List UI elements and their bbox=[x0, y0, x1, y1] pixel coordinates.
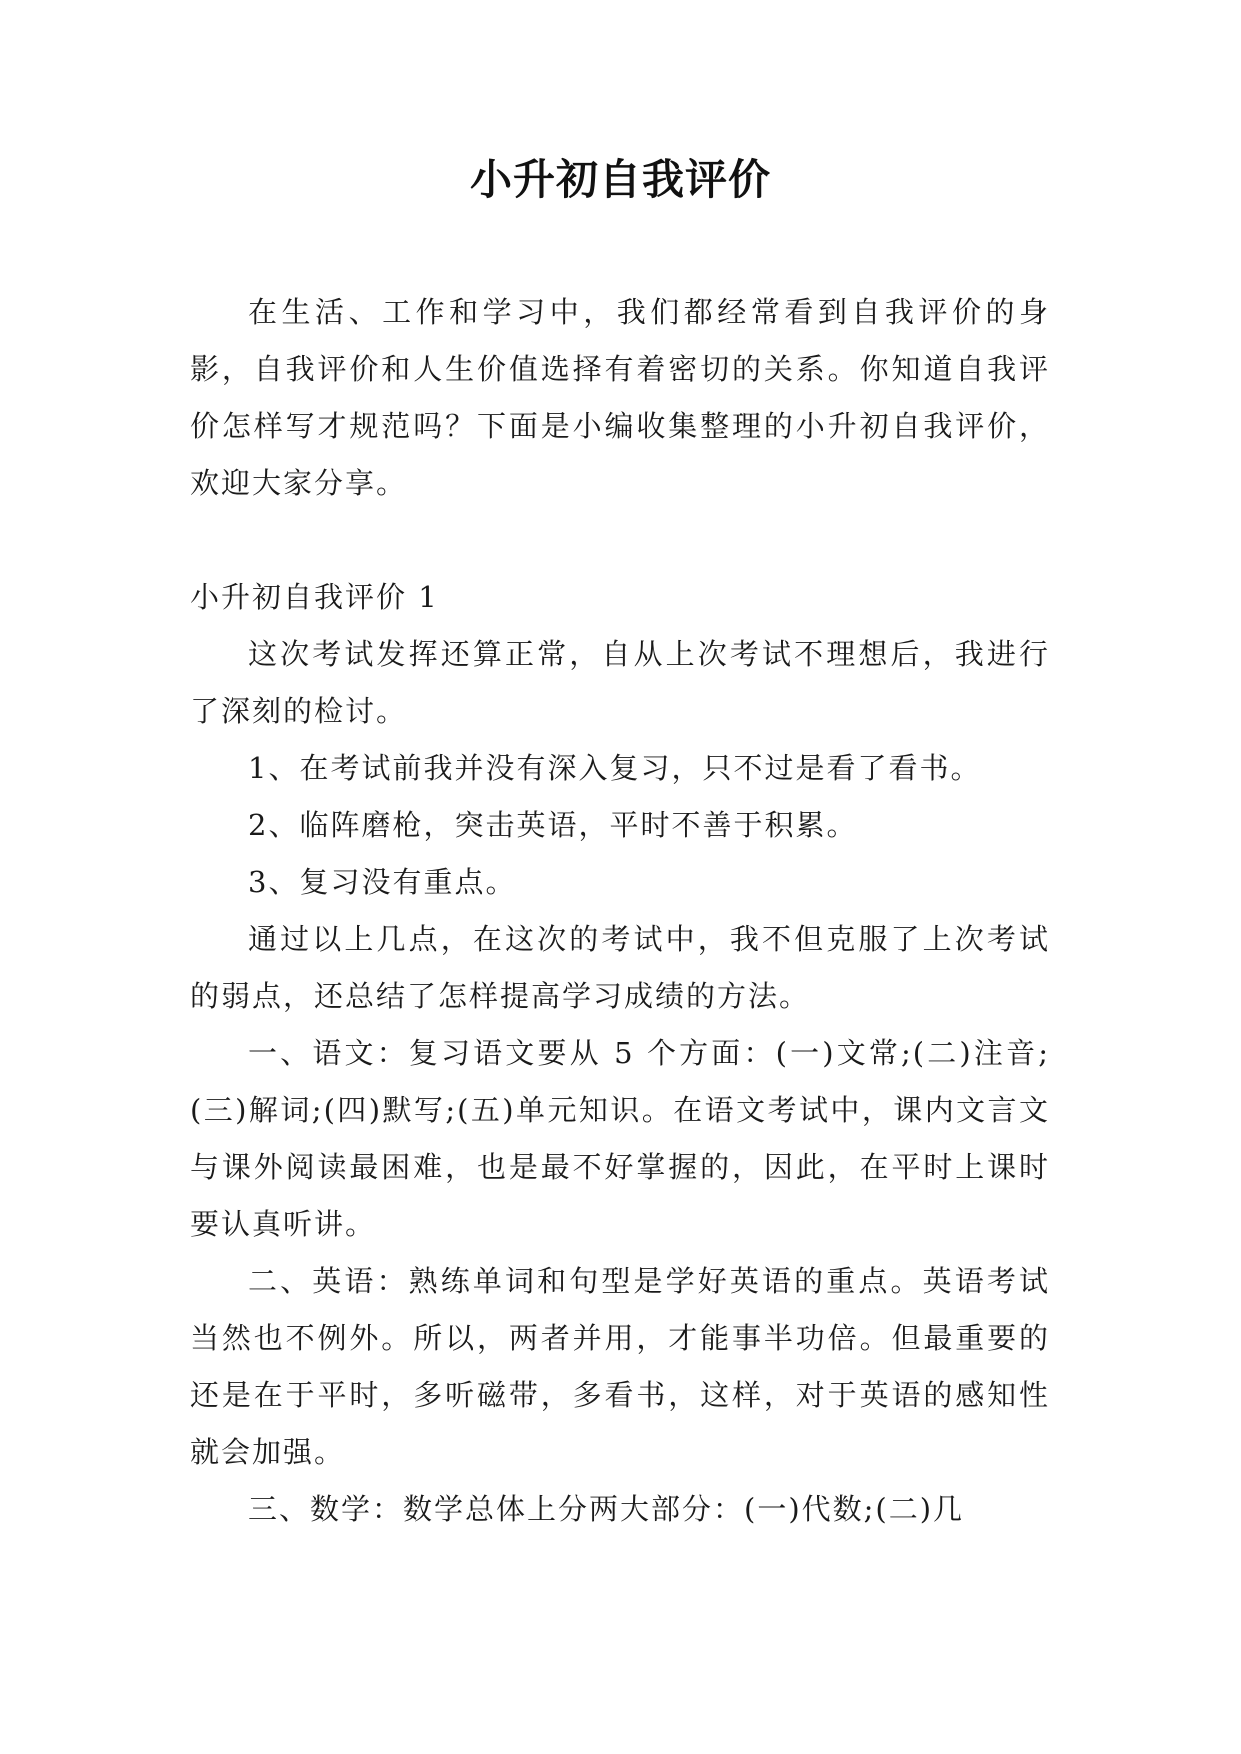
intro-paragraph: 在生活、工作和学习中，我们都经常看到自我评价的身影，自我评价和人生价值选择有着密切的关系。你知道自我评价怎样写才规范吗？下面是小编收集整理的小升初自我评价，欢迎大家分享。 bbox=[190, 295, 1050, 500]
body-paragraph: 二、英语：熟练单词和句型是学好英语的重点。英语考试当然也不例外。所以，两者并用，才能事半功倍。但最重要的还是在于平时，多听磁带，多看书，这样，对于英语的感知性就会加强。 bbox=[190, 1264, 1050, 1469]
document-body bbox=[190, 284, 1050, 1538]
body-paragraph: 3、复习没有重点。 bbox=[248, 865, 517, 899]
body-paragraph: 这次考试发挥还算正常，自从上次考试不理想后，我进行了深刻的检讨。 bbox=[190, 637, 1050, 728]
body-paragraph: 三、数学：数学总体上分两大部分：(一)代数;(二)几 bbox=[248, 1492, 965, 1526]
body-paragraph: 通过以上几点，在这次的考试中，我不但克服了上次考试的弱点，还总结了怎样提高学习成绩的方法。 bbox=[190, 922, 1050, 1013]
body-paragraph: 一、语文：复习语文要从 5 个方面：(一)文常;(二)注音;(三)解词;(四)默写;(五)单元知识。在语文考试中，课内文言文与课外阅读最困难，也是最不好掌握的，因此，在平时上课时要认真听讲。 bbox=[190, 1036, 1050, 1241]
section-heading: 小升初自我评价 1 bbox=[190, 580, 439, 614]
section-spacer bbox=[190, 512, 1050, 569]
body-paragraph: 1、在考试前我并没有深入复习，只不过是看了看书。 bbox=[248, 751, 982, 785]
body-paragraph: 2、临阵磨枪，突击英语，平时不善于积累。 bbox=[248, 808, 858, 842]
document-title: 小升初自我评价 bbox=[469, 155, 771, 204]
